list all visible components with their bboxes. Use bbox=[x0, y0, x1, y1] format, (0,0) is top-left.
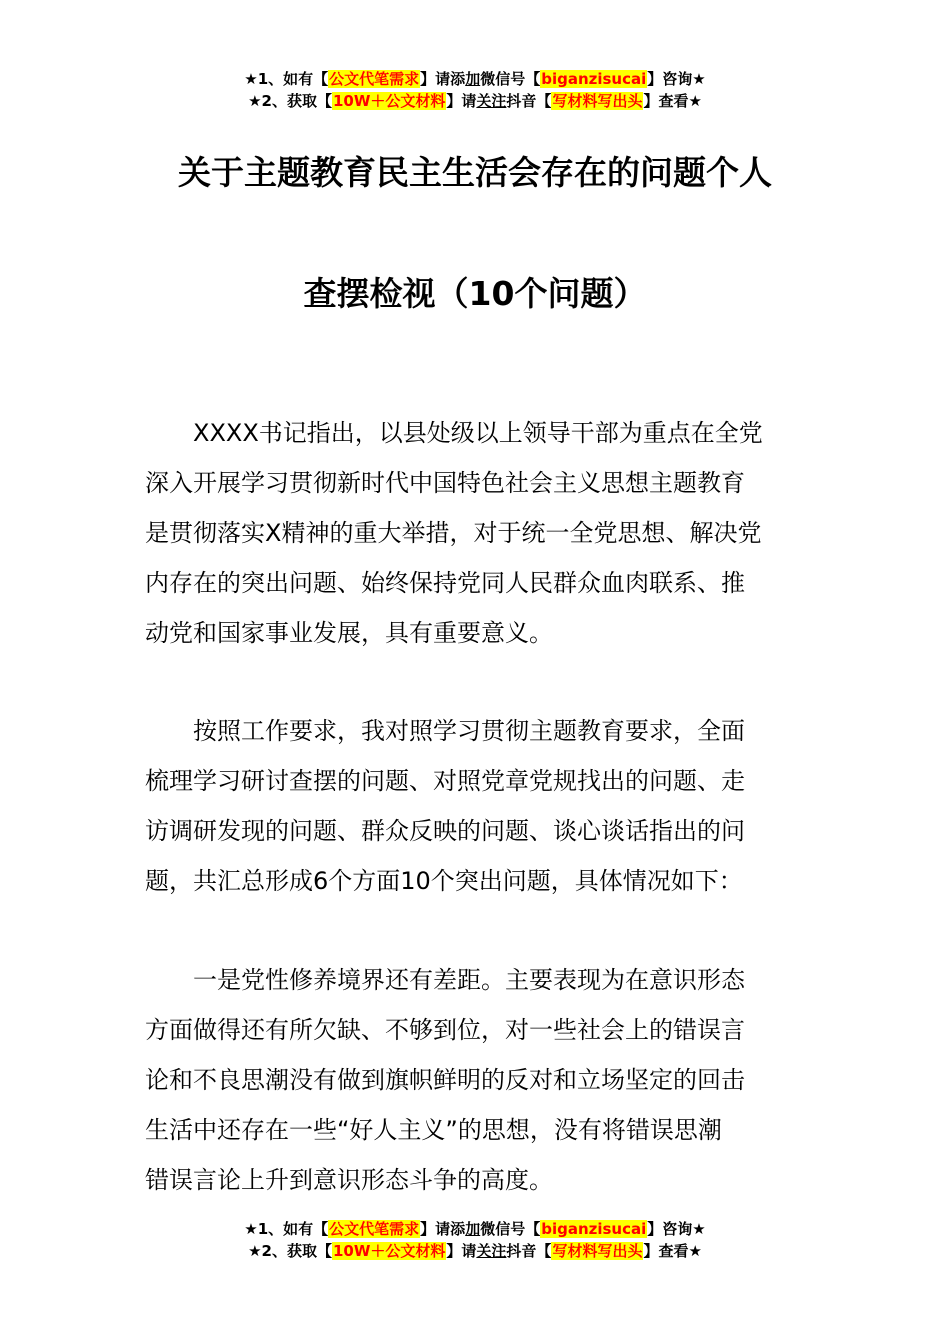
paragraph-issue-1 bbox=[145, 955, 807, 1205]
paragraph-line: 内存在的突出问题、始终保持党同人民群众血肉联系、推 bbox=[145, 569, 745, 597]
paragraph-line: 错误言论上升到意识形态斗争的高度。 bbox=[145, 1166, 553, 1194]
promo-line-2: ★2、获取【10W＋公文材料】请关注抖音【写材料写出头】查看★ bbox=[248, 1242, 702, 1260]
paragraph-line: 动党和国家事业发展，具有重要意义。 bbox=[145, 619, 553, 647]
douyin-account-highlight: 写材料写出头 bbox=[552, 92, 643, 110]
paragraph-overview bbox=[145, 706, 807, 906]
document-title-line-1: 关于主题教育民主生活会存在的问题个人 bbox=[178, 153, 772, 192]
promo-banner-top bbox=[0, 68, 950, 112]
paragraph-intro bbox=[145, 408, 807, 658]
materials-highlight: 10W＋公文材料 bbox=[332, 1242, 446, 1260]
service-highlight: 公文代笔需求 bbox=[329, 70, 420, 88]
paragraph-line: 论和不良思潮没有做到旗帜鲜明的反对和立场坚定的回击 bbox=[145, 1066, 745, 1094]
promo-line-1: ★1、如有【公文代笔需求】请添加微信号【biganzisucai】咨询★ bbox=[244, 1220, 706, 1238]
promo-banner-bottom bbox=[0, 1218, 950, 1262]
paragraph-line: 是贯彻落实X精神的重大举措，对于统一全党思想、解决党 bbox=[145, 519, 762, 547]
paragraph-line: XXXX书记指出，以县处级以上领导干部为重点在全党 bbox=[145, 419, 763, 447]
paragraph-line: 题，共汇总形成6个方面10个突出问题，具体情况如下： bbox=[145, 867, 743, 895]
service-highlight: 公文代笔需求 bbox=[329, 1220, 420, 1238]
document-title-line-2: 查摆检视（10个问题） bbox=[303, 274, 647, 313]
douyin-account-highlight: 写材料写出头 bbox=[552, 1242, 643, 1260]
paragraph-line: 生活中还存在一些“好人主义”的思想，没有将错误思潮 bbox=[145, 1116, 722, 1144]
paragraph-line: 一是党性修养境界还有差距。主要表现为在意识形态 bbox=[145, 966, 745, 994]
wechat-id-highlight: biganzisucai bbox=[541, 1220, 647, 1238]
promo-line-2: ★2、获取【10W＋公文材料】请关注抖音【写材料写出头】查看★ bbox=[248, 92, 702, 110]
paragraph-line: 深入开展学习贯彻新时代中国特色社会主义思想主题教育 bbox=[145, 469, 745, 497]
paragraph-line: 梳理学习研讨查摆的问题、对照党章党规找出的问题、走 bbox=[145, 767, 745, 795]
materials-highlight: 10W＋公文材料 bbox=[332, 92, 446, 110]
paragraph-line: 方面做得还有所欠缺、不够到位，对一些社会上的错误言 bbox=[145, 1016, 745, 1044]
paragraph-line: 按照工作要求，我对照学习贯彻主题教育要求，全面 bbox=[145, 717, 745, 745]
promo-line-1: ★1、如有【公文代笔需求】请添加微信号【biganzisucai】咨询★ bbox=[244, 70, 706, 88]
wechat-id-highlight: biganzisucai bbox=[541, 70, 647, 88]
paragraph-line: 访调研发现的问题、群众反映的问题、谈心谈话指出的问 bbox=[145, 817, 745, 845]
